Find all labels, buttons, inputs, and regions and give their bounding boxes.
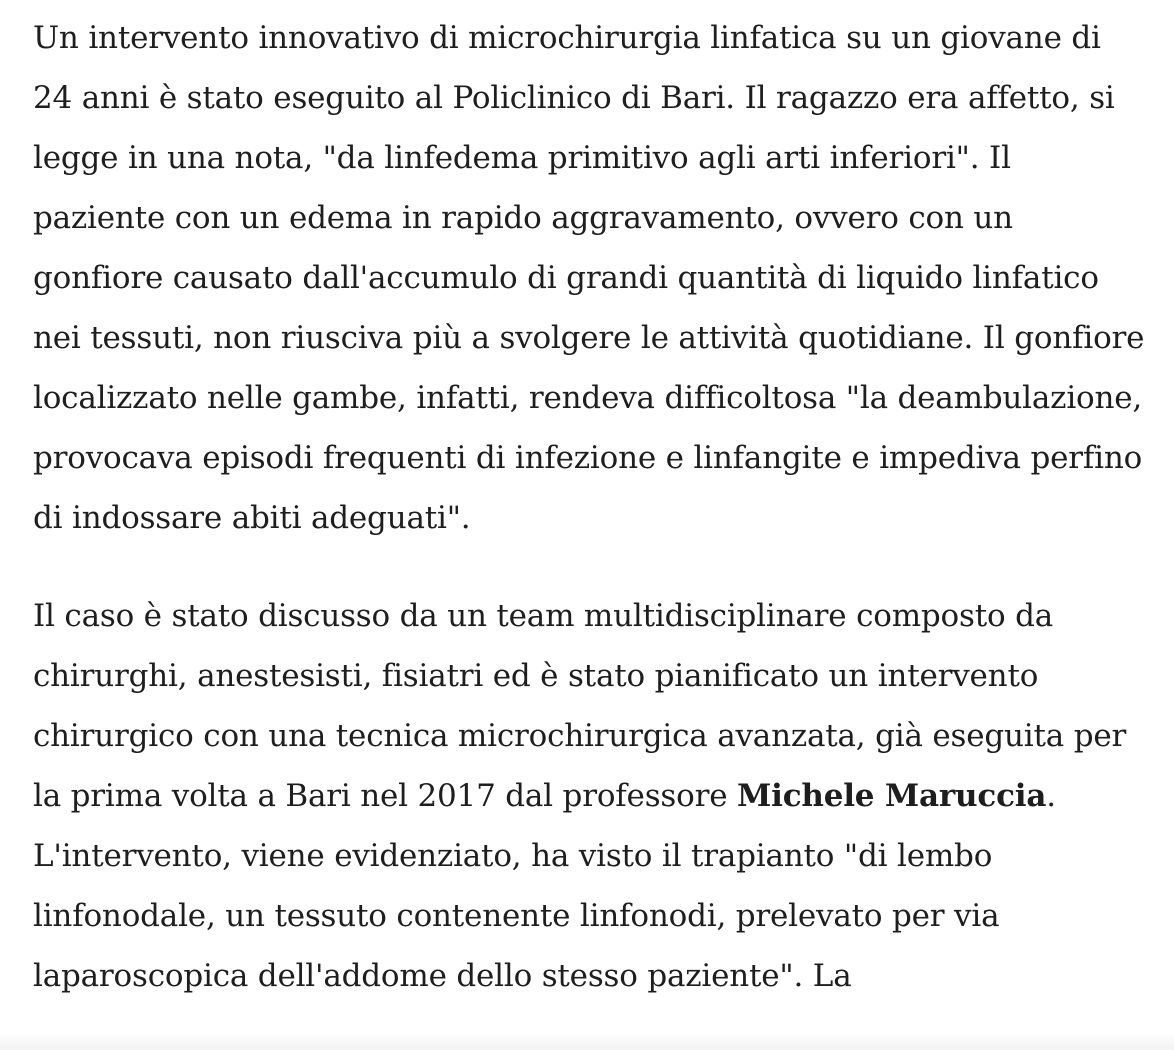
article-paragraph-1 [33, 8, 1148, 548]
article-paragraph-2 [33, 586, 1148, 1006]
paragraph-2-text-after: . L'intervento, viene evidenziato, ha visto il trapianto "di lembo linfonodale, un tessuto contenente linfonodi, prelevato per via laparoscopica dell'addome dello stesso paziente". La [33, 778, 1056, 994]
article-body [33, 8, 1148, 1044]
surgeon-name: Michele Maruccia [737, 778, 1047, 814]
paragraph-2-text-before: Il caso è stato discusso da un team multidisciplinare composto da chirurghi, anestesisti, fisiatri ed è stato pianificato un intervento chirurgico con una tecnica microchirurgica avanzata, già eseguita per la prima volta a Bari nel 2017 dal professore [33, 598, 1127, 814]
paragraph-1-text: Un intervento innovativo di microchirurgia linfatica su un giovane di 24 anni è stato eseguito al Policlinico di Bari. Il ragazzo era affetto, si legge in una nota, "da linfedema primitivo agli arti inferiori". Il paziente con un edema in rapido aggravamento, ovvero con un gonfiore causato dall'accumulo di grandi quantità di liquido linfatico nei tessuti, non riusciva più a svolgere le attività quotidiane. Il gonfiore localizzato nelle gambe, infatti, rendeva difficoltosa "la deambulazione, provocava episodi frequenti di infezione e linfangite e impediva perfino di indossare abiti adeguati". [33, 20, 1145, 536]
bottom-fade [0, 1032, 1174, 1050]
